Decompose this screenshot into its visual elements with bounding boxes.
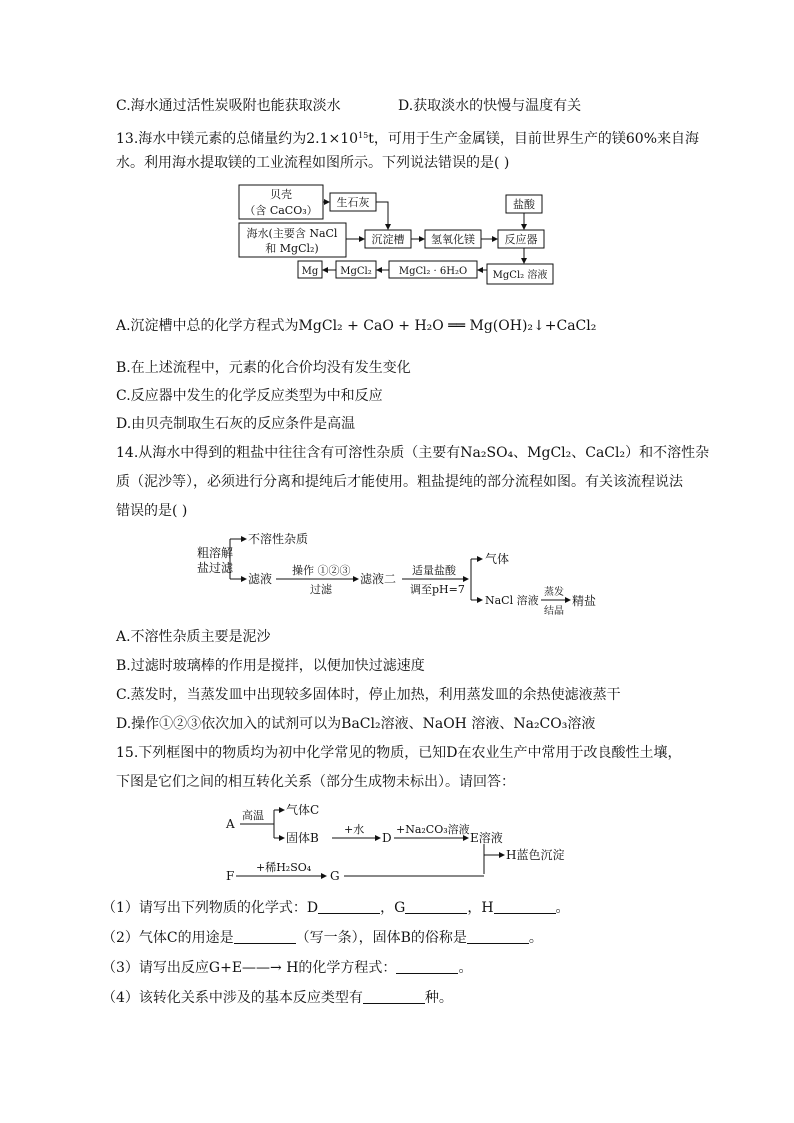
gas-label: 气体 — [485, 552, 510, 566]
q15-sub2: （2）气体C的用途是 （写一条），固体B的俗称是 。 — [102, 930, 543, 946]
plus-na2co3-label: +Na₂CO₃溶液 — [396, 823, 470, 836]
q15-sub3: （3）请写出反应G+E——→ H的化学方程式： 。 — [102, 960, 473, 976]
q12-option-d: D.获取淡水的快慢与温度有关 — [398, 98, 582, 114]
tank-label: 沉淀槽 — [371, 233, 405, 246]
blank-equation[interactable] — [396, 959, 458, 974]
crude-salt-label-2: 盐过滤 — [197, 561, 234, 575]
hcl-label: 盐酸 — [513, 198, 535, 211]
filter-label: 过滤 — [310, 583, 332, 596]
hcl-amount-label: 适量盐酸 — [412, 564, 456, 577]
blank-solid-b-name[interactable] — [467, 929, 529, 944]
plus-h2so4-label: +稀H₂SO₄ — [256, 861, 312, 874]
seawater-label-1: 海水(主要含 NaCl — [246, 227, 338, 240]
q14-stem-line3: 错误的是( ) — [116, 503, 188, 519]
shell-label-1: 贝壳 — [270, 188, 292, 201]
hydrate-label: MgCl₂ · 6H₂O — [398, 266, 468, 277]
q14-stem-line1: 14.从海水中得到的粗盐中往往含有可溶性杂质（主要有Na₂SO₄、MgCl₂、CaCl₂）和不溶性杂 — [116, 445, 710, 461]
crystallize-label: 结晶 — [544, 606, 564, 617]
q14-option-c: C.蒸发时，当蒸发皿中出现较多固体时，停止加热，利用蒸发皿的余热使滤液蒸干 — [116, 687, 621, 703]
filtrate2-label: 滤液二 — [360, 572, 397, 586]
mg-label: Mg — [301, 266, 319, 277]
node-d: D — [382, 831, 392, 845]
q15-relation-diagram — [222, 800, 582, 886]
q13-option-d: D.由贝壳制取生石灰的反应条件是高温 — [116, 416, 356, 432]
q14-stem-line2: 质（泥沙等），必须进行分离和提纯后才能使用。粗盐提纯的部分流程如图。有关该流程说法 — [116, 474, 683, 490]
mgcl2-label: MgCl₂ — [340, 266, 372, 277]
blank-h[interactable] — [494, 899, 556, 914]
q12-option-c: C.海水通过活性炭吸附也能获取淡水 — [116, 98, 341, 114]
mgoh2-label: 氢氧化镁 — [431, 233, 475, 246]
q14-option-d: D.操作①②③依次加入的试剂可以为BaCl₂溶液、NaOH 溶液、Na₂CO₃溶液 — [116, 716, 596, 732]
q13-stem-line2: 水。利用海水提取镁的工业流程如图所示。下列说法错误的是( ) — [116, 155, 510, 171]
node-solid-b: 固体B — [286, 831, 319, 845]
node-g: G — [330, 869, 340, 883]
insoluble-label: 不溶性杂质 — [248, 532, 309, 546]
nacl-solution-label: NaCl 溶液 — [485, 594, 539, 607]
node-gas-c: 气体C — [286, 803, 320, 817]
q13-flow-diagram — [236, 183, 556, 288]
shell-label-2: （含 CaCO₃） — [244, 204, 318, 217]
q14-option-a: A.不溶性杂质主要是泥沙 — [116, 629, 271, 645]
blank-g[interactable] — [405, 899, 467, 914]
node-a: A — [226, 817, 235, 831]
refined-salt-label: 精盐 — [572, 594, 597, 608]
evaporate-label: 蒸发 — [544, 587, 564, 598]
q14-option-b: B.过滤时玻璃棒的作用是搅拌，以便加快过滤速度 — [116, 658, 425, 674]
q13-stem-line1: 13.海水中镁元素的总储量约为$2.1\times 10^{15}t$，可用于生产金属镁，目前世界生产的镁60%来自海 — [116, 131, 700, 147]
seawater-label-2: 和 MgCl₂) — [265, 242, 319, 255]
blank-gas-c-use[interactable] — [234, 929, 296, 944]
plus-water-label: +水 — [344, 823, 365, 836]
blank-reaction-types[interactable] — [363, 989, 425, 1004]
solution-label: MgCl₂ 溶液 — [492, 270, 548, 281]
crude-salt-label-1: 粗溶解 — [197, 546, 234, 560]
operation-label: 操作 ①②③ — [292, 564, 351, 577]
q15-stem-line1: 15.下列框图中的物质均为初中化学常见的物质，已知D在农业生产中常用于改良酸性土壤， — [116, 745, 682, 761]
ph-label: 调至pH=7 — [410, 583, 465, 596]
q13-option-b: B.在上述流程中，元素的化合价均没有发生变化 — [116, 360, 411, 376]
reactor-label: 反应器 — [504, 233, 538, 246]
q13-option-c: C.反应器中发生的化学反应类型为中和反应 — [116, 388, 383, 404]
q13-option-a: A.沉淀槽中总的化学方程式为MgCl₂ + CaO + H₂O ══ Mg(OH)₂↓+CaCl₂ — [116, 318, 597, 334]
blank-d[interactable] — [318, 899, 380, 914]
quicklime-label: 生石灰 — [336, 196, 370, 209]
node-e: E溶液 — [470, 831, 503, 845]
q15-stem-line2: 下图是它们之间的相互转化关系（部分生成物未标出）。请回答： — [116, 774, 515, 790]
filtrate-label: 滤液 — [248, 572, 273, 586]
q14-flow-diagram — [196, 527, 636, 617]
node-f: F — [226, 869, 235, 883]
q15-sub1: （1）请写出下列物质的化学式：D ，G ，H 。 — [102, 900, 570, 916]
high-temp-label: 高温 — [242, 809, 264, 822]
q15-sub4: （4）该转化关系中涉及的基本反应类型有 种。 — [102, 990, 453, 1006]
node-h: H蓝色沉淀 — [506, 848, 565, 862]
